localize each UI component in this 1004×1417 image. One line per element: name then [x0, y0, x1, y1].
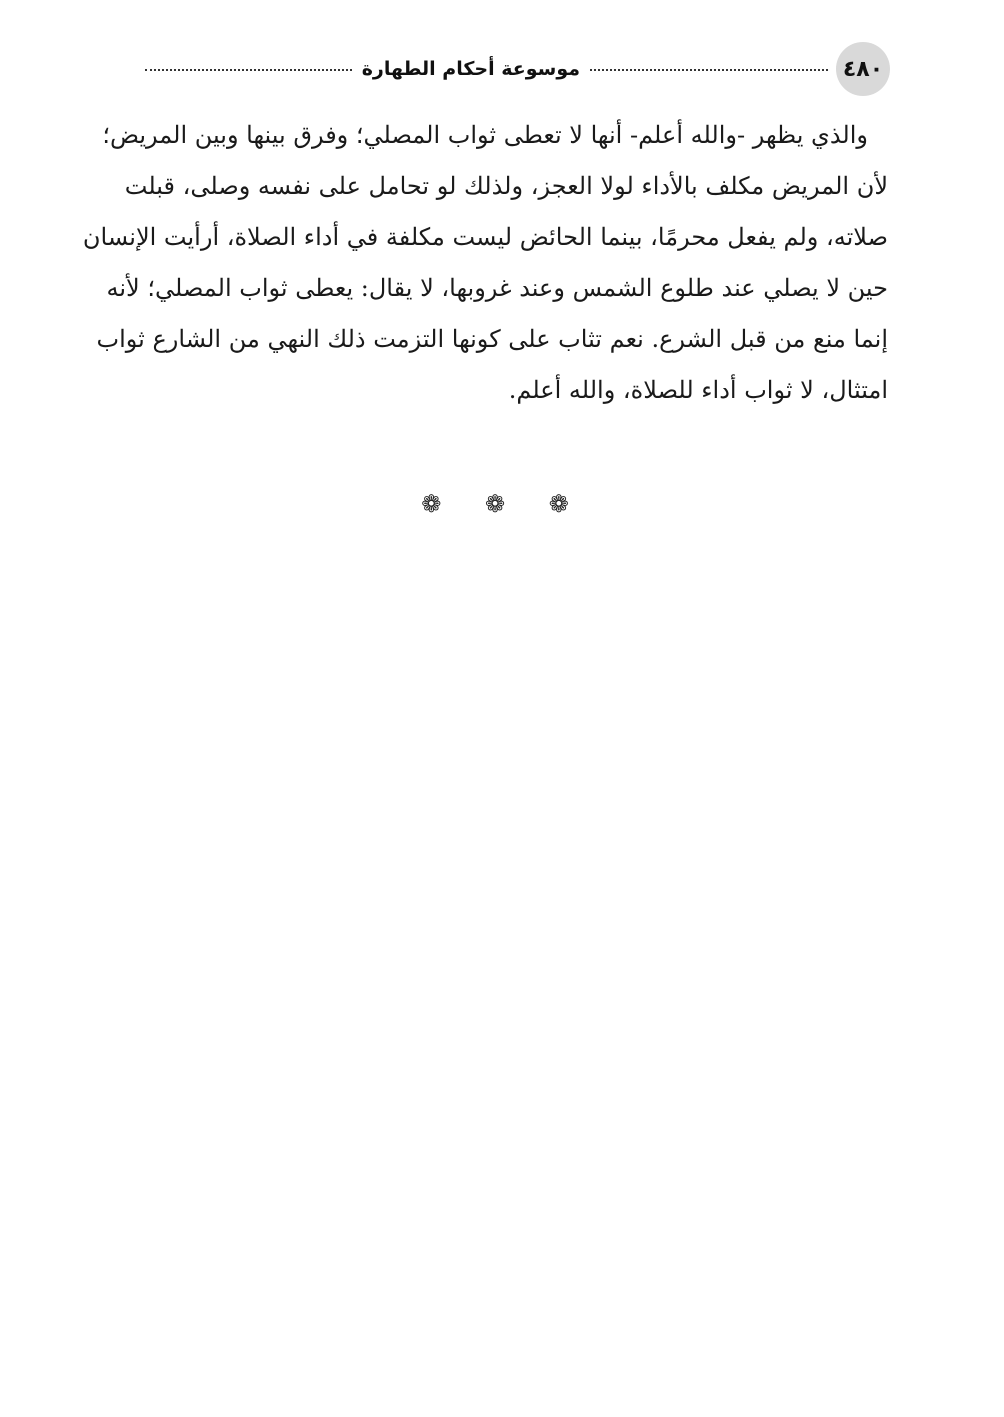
paragraph-line-5: إنما منع من قبل الشرع. نعم تثاب على كونها التزمت ذلك النهي من الشارع ثواب [96, 325, 888, 353]
page-number: ٤٨٠ [836, 42, 890, 96]
paragraph-line-4: حين لا يصلي عند طلوع الشمس وعند غروبها، لا يقال: يعطى ثواب المصلي؛ لأنه [106, 274, 888, 302]
body-paragraph [82, 110, 888, 416]
paragraph-line-6: امتثال، لا ثواب أداء للصلاة، والله أعلم. [508, 376, 888, 404]
paragraph-line-3: صلاته، ولم يفعل محرمًا، بينما الحائض ليست مكلفة في أداء الصلاة، أرأيت الإنسان [82, 223, 888, 251]
section-end-ornament [0, 490, 1004, 518]
paragraph-line-2: لأن المريض مكلف بالأداء لولا العجز، ولذلك لو تحامل على نفسه وصلى، قبلت [124, 172, 888, 200]
flower-ornament-icon: ❁ [548, 490, 583, 518]
page-header [145, 42, 890, 96]
paragraph-line-1: والذي يظهر -والله أعلم- أنها لا تعطى ثواب المصلي؛ وفرق بينها وبين المريض؛ [102, 121, 868, 149]
flower-ornament-icon: ❁ [484, 490, 520, 518]
flower-ornament-icon: ❁ [421, 490, 456, 518]
running-title: موسوعة أحكام الطهارة [352, 54, 590, 84]
